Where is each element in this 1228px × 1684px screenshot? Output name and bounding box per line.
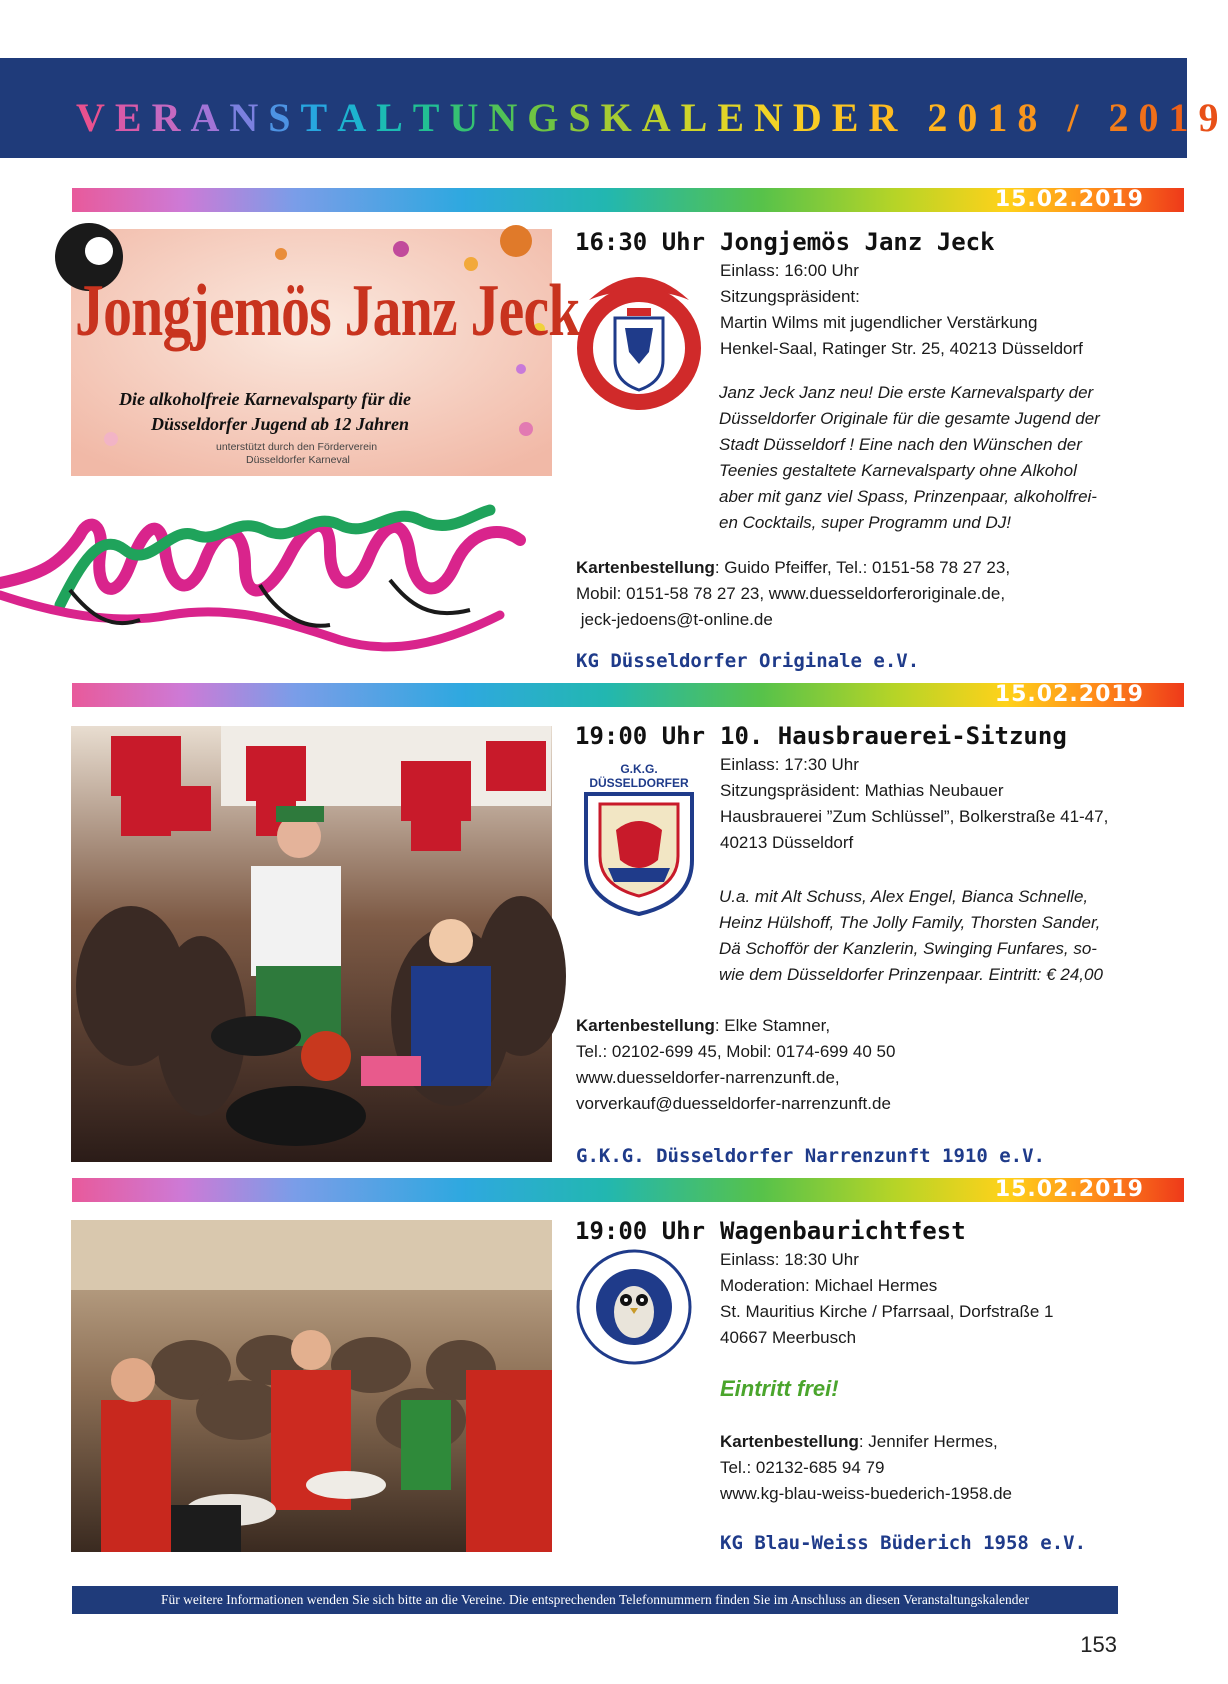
title-letter: R	[868, 95, 908, 140]
event-date: 15.02.2019	[994, 1177, 1144, 1202]
club-logo	[578, 760, 700, 920]
title-letter: A	[641, 95, 681, 140]
streamer-decoration	[0, 495, 540, 665]
poster-support: Düsseldorfer Karneval	[246, 454, 350, 466]
contact-line: Mobil: 0151-58 78 27 23, www.duesseldorferoriginale.de,	[576, 584, 1006, 603]
title-letter: U	[449, 95, 489, 140]
contact-line: Tel.: 02132-685 94 79	[720, 1458, 885, 1477]
title-letter: 2	[1108, 95, 1139, 140]
poster-subtitle: Düsseldorfer Jugend ab 12 Jahren	[151, 414, 410, 434]
title-letter: /	[1067, 95, 1089, 140]
title-letter: S	[268, 95, 301, 140]
info-line: Moderation: Michael Hermes	[720, 1276, 938, 1295]
ticket-contact	[576, 1013, 895, 1117]
event-organizer: KG Blau-Weiss Büderich 1958 e.V.	[720, 1532, 1087, 1554]
info-line: St. Mauritius Kirche / Pfarrsaal, Dorfstraße 1	[720, 1302, 1054, 1321]
poster-subtitle: Die alkoholfreie Karnevalsparty für die	[119, 389, 411, 409]
title-letter: A	[337, 95, 377, 140]
event-description	[719, 380, 1119, 536]
title-letter: E	[114, 95, 152, 140]
title-letter: N	[488, 95, 528, 140]
title-letter	[1047, 94, 1067, 141]
title-letter: S	[568, 95, 601, 140]
description-line: Düsseldorfer Originale für die gesamte Jugend der	[719, 409, 1100, 428]
title-letter: E	[717, 95, 754, 140]
info-line: Sitzungspräsident: Mathias Neubauer	[720, 781, 1004, 800]
event-time: 19:00 Uhr	[575, 722, 706, 750]
date-bar	[72, 188, 1184, 212]
title-letter: K	[600, 95, 642, 140]
header-banner	[0, 58, 1228, 158]
event-date: 15.02.2019	[994, 682, 1144, 707]
description-line: U.a. mit Alt Schuss, Alex Engel, Bianca Schnelle,	[719, 887, 1089, 906]
ticket-contact	[720, 1429, 1012, 1507]
title-letter	[1088, 94, 1108, 141]
info-line: Einlass: 16:00 Uhr	[720, 261, 859, 280]
title-letter: 1	[987, 95, 1018, 140]
info-line: 40213 Düsseldorf	[720, 833, 854, 852]
club-logo	[575, 260, 703, 420]
title-letter	[907, 94, 927, 141]
date-bar	[72, 683, 1184, 707]
event-info	[720, 752, 1108, 856]
title-letter: 8	[1017, 95, 1048, 140]
page-title	[76, 94, 1228, 141]
footer-note: Für weitere Informationen wenden Sie sich bitte an die Vereine. Die entsprechenden Telefonnummern finden Sie im Anschluss an diesen Veranstaltungskalender	[72, 1586, 1118, 1614]
ticket-contact	[576, 555, 1010, 633]
title-letter: 2	[927, 95, 958, 140]
event-photo	[71, 1220, 552, 1552]
event-organizer: G.K.G. Düsseldorfer Narrenzunft 1910 e.V.	[576, 1145, 1045, 1167]
event-title: Wagenbaurichtfest	[720, 1217, 966, 1245]
info-line: Martin Wilms mit jugendlicher Verstärkung	[720, 313, 1038, 332]
event-photo	[71, 726, 552, 1162]
event-title: 10. Hausbrauerei-Sitzung	[720, 722, 1067, 750]
title-letter: N	[229, 95, 269, 140]
contact-line: jeck-jedoens@t-online.de	[576, 610, 773, 629]
title-letter: R	[151, 95, 191, 140]
title-letter: N	[754, 95, 793, 140]
contact-label: Kartenbestellung	[720, 1432, 859, 1451]
event-poster-image	[71, 229, 580, 476]
title-letter: T	[412, 95, 450, 140]
title-letter: V	[76, 95, 115, 140]
club-logo	[575, 1248, 693, 1366]
event-time: 16:30 Uhr	[575, 228, 706, 256]
event-description	[719, 884, 1119, 988]
page-number: 153	[1080, 1632, 1117, 1657]
event-info	[720, 1247, 1054, 1351]
info-line: Sitzungspräsident:	[720, 287, 860, 306]
contact-line: vorverkauf@duesseldorfer-narrenzunft.de	[576, 1094, 891, 1113]
description-line: Dä Schofför der Kanzlerin, Swinging Funfares, so-	[719, 939, 1097, 958]
event-time: 19:00 Uhr	[575, 1217, 706, 1245]
contact-line: : Jennifer Hermes,	[858, 1432, 998, 1451]
date-bar	[72, 1178, 1184, 1202]
info-line: Hausbrauerei ”Zum Schlüssel”, Bolkerstraße 41-47,	[720, 807, 1109, 826]
title-letter: L	[680, 95, 718, 140]
poster-title: Jongjemös Janz Jeck	[75, 270, 580, 352]
title-letter: 9	[1198, 95, 1228, 140]
title-letter: 0	[957, 95, 988, 140]
description-line: en Cocktails, super Programm und DJ!	[719, 513, 1011, 532]
poster-support: unterstützt durch den Förderverein	[216, 441, 378, 453]
description-line: wie dem Düsseldorfer Prinzenpaar. Eintritt: € 24,00	[719, 965, 1103, 984]
description-line: Teenies gestaltete Karnevalsparty ohne Alkohol	[719, 461, 1077, 480]
contact-label: Kartenbestellung	[576, 558, 715, 577]
title-letter: L	[376, 95, 413, 140]
logo-text: G.K.G.	[620, 762, 658, 776]
title-letter: T	[300, 95, 338, 140]
title-letter: G	[527, 95, 569, 140]
title-letter: E	[831, 95, 869, 140]
info-line: Einlass: 18:30 Uhr	[720, 1250, 859, 1269]
description-line: aber mit ganz viel Spass, Prinzenpaar, alkoholfrei-	[719, 487, 1097, 506]
contact-label: Kartenbestellung	[576, 1016, 715, 1035]
info-line: Henkel-Saal, Ratinger Str. 25, 40213 Düsseldorf	[720, 339, 1083, 358]
contact-line: www.duesseldorfer-narrenzunft.de,	[576, 1068, 840, 1087]
event-organizer: KG Düsseldorfer Originale e.V.	[576, 650, 920, 672]
info-line: 40667 Meerbusch	[720, 1328, 857, 1347]
logo-text: DÜSSELDORFER	[589, 776, 689, 790]
description-line: Stadt Düsseldorf ! Eine nach den Wünschen der	[719, 435, 1082, 454]
event-title: Jongjemös Janz Jeck	[720, 228, 995, 256]
title-letter: 0	[1138, 95, 1169, 140]
event-date: 15.02.2019	[994, 187, 1144, 212]
title-letter: 1	[1168, 95, 1199, 140]
contact-line: : Elke Stamner,	[714, 1016, 831, 1035]
contact-line: www.kg-blau-weiss-buederich-1958.de	[720, 1484, 1012, 1503]
description-line: Heinz Hülshoff, The Jolly Family, Thorsten Sander,	[719, 913, 1101, 932]
title-letter: D	[792, 95, 832, 140]
free-entry-note: Eintritt frei!	[720, 1376, 839, 1401]
description-line: Janz Jeck Janz neu! Die erste Karnevalsparty der	[719, 383, 1094, 402]
contact-line: Tel.: 02102-699 45, Mobil: 0174-699 40 50	[576, 1042, 896, 1061]
title-letter: A	[190, 95, 230, 140]
info-line: Einlass: 17:30 Uhr	[720, 755, 859, 774]
event-info	[720, 258, 1083, 362]
contact-line: : Guido Pfeiffer, Tel.: 0151-58 78 27 23,	[714, 558, 1011, 577]
